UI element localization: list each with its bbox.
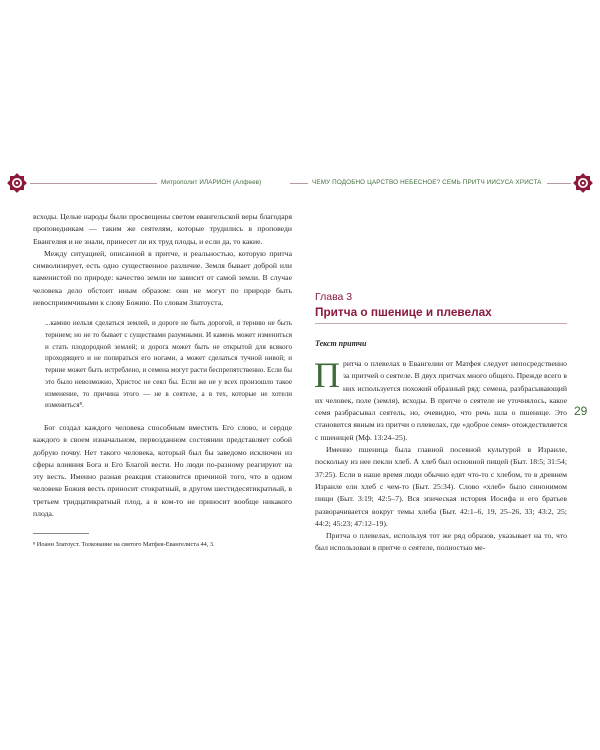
right-paragraph-text: ритча о плевелах в Евангелии от Матфея следует непосредственно за притчей о сеятеле. В двух притчах много общего. Прежде всего в них используется похожий образный ряд: семена, разбрасывающий их человек, поле (земля), всходы. В притче о сеятеле не уточнялось, какое семя разбрасывал сеятель, но, очевидно, что речь шла о пшенице. Это становится явным из притчи о плевелах, где «доброе семя» отождествляется с пшеницей (Мф. 13:24–25).	[315, 359, 567, 442]
section-subheading: Текст притчи	[315, 339, 367, 348]
left-paragraph: Бог создал каждого человека способным вместить Его слово, и сердце каждого в своем изначальном, первозданном состоянии представляет собой добрую почву. Нет такого человека, который был бы заведомо исключен из сферы влияния Бога и Его Благой вести. Но люди по-разному реагируют на эту весть. Именно разная реакция становится причиной того, что в одном человеке Божия весть приносит стократный, в другом шестидесятикратный, в третьем тридцатикратный плод, а в ком-то не приносит вообще никакого плода.	[33, 423, 292, 519]
right-paragraph	[314, 355, 567, 444]
footnote-rule	[33, 533, 89, 534]
rosette-ornament-icon	[572, 172, 594, 194]
header-rule-center	[290, 183, 308, 184]
header-rule-right	[547, 183, 571, 184]
running-header-left: Митрополит ИЛАРИОН (Алфеев)	[161, 179, 262, 186]
block-quote: ...камню нельзя сделаться землей, и дороге не быть дорогой, и тернию не быть тернием; но не то бывает с существами разумными. И камень может измениться и стать плодородной землей; и дорога может быть не открытой для всякого проходящего и не попираться его ногами, а может сделаться тучной нивой; и терние может быть истреблено, и семена могут расти беспрепятственно. Если бы это было невозможно, Христос не сеял бы. Если же не у всех произошло такое изменение, то причина этого — не в сеятеле, а в тех, которые не хотели измениться⁸.	[45, 319, 292, 410]
left-page-body	[33, 211, 292, 520]
rosette-ornament-icon	[6, 172, 28, 194]
header-rule-left	[30, 183, 157, 184]
chapter-title: Притча о пшенице и плевелах	[315, 305, 492, 319]
running-header-right: ЧЕМУ ПОДОБНО ЦАРСТВО НЕБЕСНОЕ? СЕМЬ ПРИТЧ ИИСУСА ХРИСТА	[312, 179, 542, 186]
footnote: ⁸ Иоанн Златоуст. Толкование на святого Матфея-Евангелиста 44, 3.	[33, 541, 215, 548]
right-page-body	[314, 355, 567, 555]
right-paragraph: Именно пшеница была главной посевной культурой в Израиле, поскольку из нее пекли хлеб. А хлеб был основной пищей (Быт. 18:5; 31:54; 37:25). Если в наше время люди обычно едят что-то с хлебом, то в древнем Израиле ели хлеб с чем-то (Быт. 25:34). Слово «хлеб» было синонимом пищи (Быт. 3:19; 42:5–7). Вся эпическая история Иосифа и его братьев разворачивается вокруг темы хлеба (Быт. 42:1–6, 19, 25–26, 33; 43:2, 25; 44:2; 45:23; 47:12–19).	[315, 445, 567, 528]
drop-cap: П	[314, 355, 340, 395]
left-paragraph: Между ситуацией, описанной в притче, и реальностью, которую притча символизирует, есть одно существенное различие. Земля бывает доброй или каменистой по природе: качество земли не зависит от самой земли. В случае человека дело обстоит иным образом: они не могут по природе быть невосприимчивыми к слову Божию. По словам Златоуста,	[33, 248, 292, 308]
chapter-number: Глава 3	[315, 291, 353, 303]
left-paragraph: всходы. Целые народы были просвещены светом евангельской веры благодаря проповедникам — таким же сеятелям, которые трудились в проповеди Евангелия и не знали, принесет ли их труд плоды, и если да, то какие.	[33, 212, 292, 246]
right-paragraph: Притча о плевелах, используя тот же ряд образов, указывает на то, что был использован в притче о сеятеле, полностью ме-	[315, 531, 567, 553]
page-number: 29	[574, 404, 588, 418]
chapter-title-rule	[315, 323, 567, 324]
